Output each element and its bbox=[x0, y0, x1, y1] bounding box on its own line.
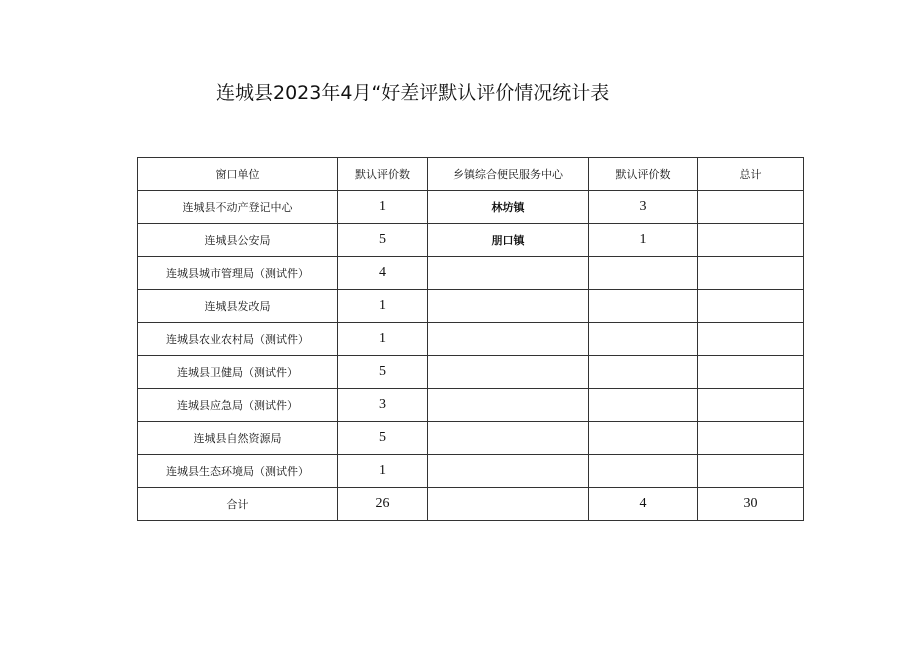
total-cell bbox=[698, 224, 804, 257]
town-cell bbox=[428, 356, 589, 389]
table-row bbox=[138, 422, 804, 455]
town-count-cell bbox=[589, 389, 698, 422]
town-count-cell bbox=[589, 356, 698, 389]
header-total: 总计 bbox=[698, 158, 804, 191]
total-cell bbox=[698, 257, 804, 290]
unit-cell: 连城县发改局 bbox=[138, 290, 338, 323]
table-row bbox=[138, 191, 804, 224]
total-cell bbox=[698, 323, 804, 356]
unit-cell: 连城县城市管理局（测试件） bbox=[138, 257, 338, 290]
town-cell bbox=[428, 323, 589, 356]
page-title: 连城县2023年4月“好差评默认评价情况统计表 bbox=[216, 82, 610, 104]
table-row bbox=[138, 290, 804, 323]
town-count-cell: 1 bbox=[589, 224, 698, 257]
table-row bbox=[138, 455, 804, 488]
town-count-cell bbox=[589, 455, 698, 488]
town-count-cell: 3 bbox=[589, 191, 698, 224]
town-count-cell bbox=[589, 323, 698, 356]
total-town-count-cell: 4 bbox=[589, 488, 698, 521]
town-count-cell bbox=[589, 257, 698, 290]
town-cell bbox=[428, 422, 589, 455]
count-cell: 3 bbox=[338, 389, 428, 422]
unit-cell: 连城县卫健局（测试件） bbox=[138, 356, 338, 389]
table-row bbox=[138, 356, 804, 389]
total-cell bbox=[698, 422, 804, 455]
count-cell: 1 bbox=[338, 455, 428, 488]
table-total-row bbox=[138, 488, 804, 521]
total-cell bbox=[698, 455, 804, 488]
count-cell: 1 bbox=[338, 290, 428, 323]
total-cell bbox=[698, 290, 804, 323]
town-count-cell bbox=[589, 290, 698, 323]
table-row bbox=[138, 224, 804, 257]
total-cell bbox=[698, 356, 804, 389]
count-cell: 1 bbox=[338, 191, 428, 224]
grand-total-cell: 30 bbox=[698, 488, 804, 521]
count-cell: 1 bbox=[338, 323, 428, 356]
count-cell: 5 bbox=[338, 422, 428, 455]
header-town-default-count: 默认评价数 bbox=[589, 158, 698, 191]
count-cell: 5 bbox=[338, 224, 428, 257]
total-label-cell: 合计 bbox=[138, 488, 338, 521]
total-count-cell: 26 bbox=[338, 488, 428, 521]
count-cell: 4 bbox=[338, 257, 428, 290]
header-default-count: 默认评价数 bbox=[338, 158, 428, 191]
unit-cell: 连城县自然资源局 bbox=[138, 422, 338, 455]
total-town-cell bbox=[428, 488, 589, 521]
table-row bbox=[138, 389, 804, 422]
town-cell bbox=[428, 290, 589, 323]
unit-cell: 连城县农业农村局（测试件） bbox=[138, 323, 338, 356]
count-cell: 5 bbox=[338, 356, 428, 389]
town-cell: 朋口镇 bbox=[428, 224, 589, 257]
unit-cell: 连城县不动产登记中心 bbox=[138, 191, 338, 224]
unit-cell: 连城县生态环境局（测试件） bbox=[138, 455, 338, 488]
table-row bbox=[138, 323, 804, 356]
header-town-center: 乡镇综合便民服务中心 bbox=[428, 158, 589, 191]
unit-cell: 连城县公安局 bbox=[138, 224, 338, 257]
table-header-row bbox=[138, 158, 804, 191]
total-cell bbox=[698, 389, 804, 422]
town-cell bbox=[428, 257, 589, 290]
town-count-cell bbox=[589, 422, 698, 455]
statistics-table bbox=[137, 157, 804, 521]
town-cell bbox=[428, 455, 589, 488]
table-row bbox=[138, 257, 804, 290]
town-cell bbox=[428, 389, 589, 422]
unit-cell: 连城县应急局（测试件） bbox=[138, 389, 338, 422]
town-cell: 林坊镇 bbox=[428, 191, 589, 224]
total-cell bbox=[698, 191, 804, 224]
header-window-unit: 窗口单位 bbox=[138, 158, 338, 191]
